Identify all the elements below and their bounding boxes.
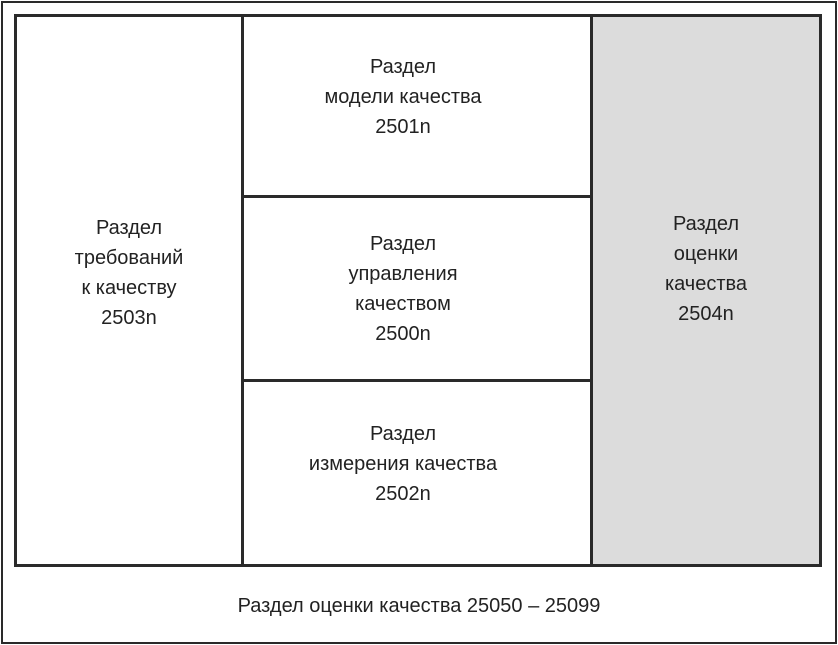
quality-measurement-line-2: измерения качества — [308, 453, 498, 475]
quality-management-label — [348, 229, 457, 349]
quality-evaluation-label — [665, 209, 747, 329]
quality-model-division — [244, 17, 590, 198]
quality-measurement-line-1: Раздел — [369, 423, 437, 445]
quality-requirements-line-2: требований — [74, 246, 184, 269]
quality-management-division — [244, 198, 590, 382]
quality-management-code: 2500n — [375, 322, 431, 345]
quality-evaluation-range-caption — [3, 570, 835, 642]
quality-evaluation-line-3: качества — [664, 272, 748, 295]
quality-model-label — [324, 52, 481, 142]
quality-requirements-line-3: к качеству — [81, 276, 177, 299]
quality-model-line-1: Раздел — [369, 56, 437, 78]
quality-management-line-3: качеством — [355, 292, 451, 315]
quality-requirements-label — [75, 213, 184, 333]
quality-model-code: 2501n — [375, 116, 431, 138]
quality-model-line-2: модели качества — [324, 86, 482, 108]
quality-measurement-label — [309, 419, 497, 509]
quality-management-line-2: управления — [348, 262, 458, 285]
quality-requirements-line-1: Раздел — [95, 216, 163, 239]
quality-evaluation-range-label: Раздел оценки качества 25050 – 25099 — [237, 594, 601, 617]
quality-measurement-division — [244, 382, 590, 564]
quality-management-line-1: Раздел — [369, 232, 437, 255]
quality-requirements-division — [17, 17, 244, 564]
quality-evaluation-code: 2504n — [678, 302, 734, 325]
quality-evaluation-line-1: Раздел — [672, 212, 740, 235]
quality-evaluation-division — [590, 17, 819, 564]
quality-measurement-code: 2502n — [375, 483, 431, 505]
quality-evaluation-line-2: оценки — [673, 242, 739, 265]
quality-requirements-code: 2503n — [101, 306, 157, 329]
